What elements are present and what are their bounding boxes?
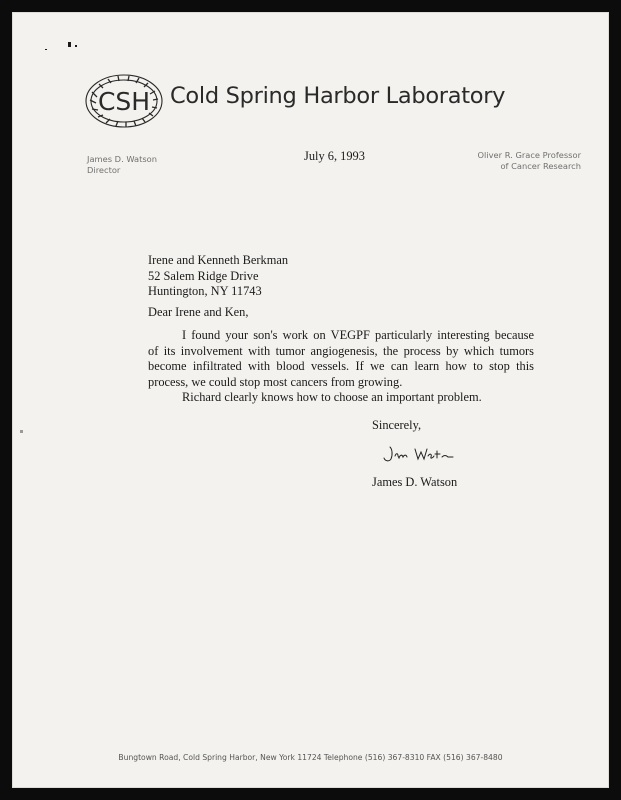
sender-title: Director xyxy=(87,165,121,175)
paragraph-line: process, we could stop most cancers from growing. xyxy=(148,374,403,389)
stray-mark xyxy=(68,42,71,47)
body-paragraph-1 xyxy=(148,328,534,390)
stray-mark xyxy=(20,430,23,433)
letter-date: July 6, 1993 xyxy=(304,149,365,163)
sender-name: James D. Watson xyxy=(87,154,158,164)
csh-logo xyxy=(82,70,166,132)
stray-mark xyxy=(75,45,77,47)
recipient-address xyxy=(148,253,288,300)
handwritten-signature xyxy=(382,444,454,471)
sender-block xyxy=(87,154,157,176)
body-paragraph-2: Richard clearly knows how to choose an important problem. xyxy=(182,390,482,404)
paragraph-line: become infiltrated with blood vessels. If we can learn how to stop this xyxy=(148,359,534,373)
recipient-line1: Irene and Kenneth Berkman xyxy=(148,253,289,267)
professorship-block xyxy=(381,150,581,172)
signature-name: James D. Watson xyxy=(372,475,458,489)
stray-mark xyxy=(45,49,47,50)
letter-page xyxy=(12,12,609,788)
professorship-line1: Oliver R. Grace Professor xyxy=(477,150,581,160)
closing: Sincerely, xyxy=(372,418,422,432)
organization-name: Cold Spring Harbor Laboratory xyxy=(170,83,506,109)
salutation: Dear Irene and Ken, xyxy=(148,305,249,319)
footer-address: Bungtown Road, Cold Spring Harbor, New York 11724 Telephone (516) 367-8310 FAX (516) 367-8480 xyxy=(118,753,503,762)
paragraph-line: I found your son's work on VEGPF particularly interesting because xyxy=(182,328,534,342)
recipient-line2: 52 Salem Ridge Drive xyxy=(148,268,259,283)
recipient-line3: Huntington, NY 11743 xyxy=(148,284,262,298)
svg-text:CSH: CSH xyxy=(97,87,151,116)
paragraph-line: of its involvement with tumor angiogenesis, the process by which tumors xyxy=(148,343,534,358)
professorship-line2: of Cancer Research xyxy=(500,161,581,171)
